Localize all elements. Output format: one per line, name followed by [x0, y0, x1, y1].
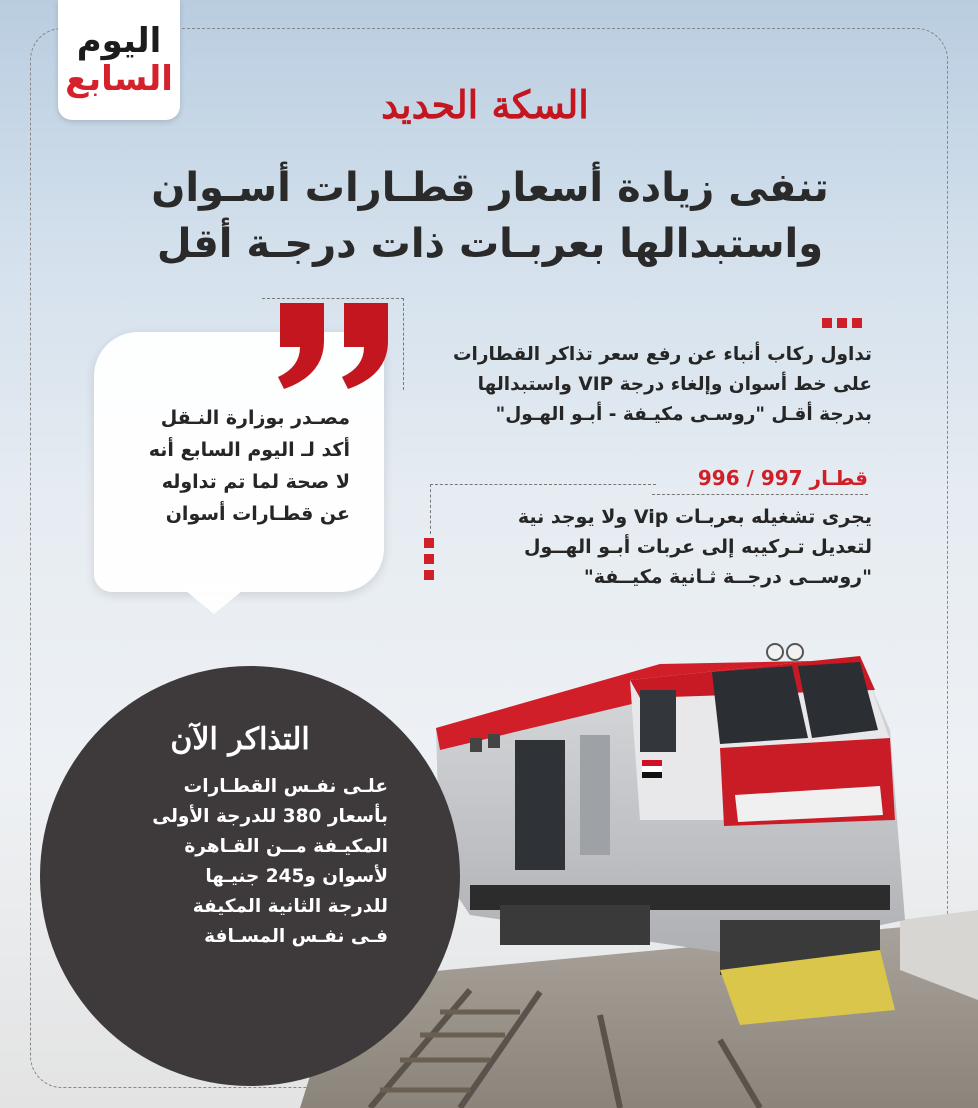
- windshield: [712, 666, 808, 744]
- quote-line: مصـدر بوزارة النـقل: [160, 407, 350, 429]
- tickets-line: المكيـفة مــن القـاهرة: [184, 836, 388, 857]
- tickets-line: فـى نفـس المسـافة: [204, 926, 388, 947]
- quote-line: عن قطـارات أسوان: [165, 503, 350, 525]
- quote-marks-frame: [262, 298, 404, 390]
- tickets-title: التذاكر الآن: [170, 722, 310, 757]
- section2-line: لتعديل تـركيبه إلى عربات أبـو الهــول: [524, 536, 872, 558]
- section2-line: يجرى تشغيله بعربـات Vip ولا يوجد نية: [517, 506, 872, 528]
- red-dots-icon: [822, 318, 862, 328]
- headline: [150, 160, 830, 272]
- section2-text: [448, 502, 872, 592]
- tickets-line: بأسعار 380 للدرجة الأولى: [152, 806, 388, 827]
- train-number-title: قطـار 997 / 996: [652, 466, 868, 495]
- tickets-line: لأسوان و245 جنيـها: [205, 866, 388, 887]
- headline-line-2: واستبدالها بعربـات ذات درجـة أقل: [156, 221, 824, 267]
- quote-bubble-tail: [180, 586, 248, 614]
- quote-line: لا صحة لما تم تداوله: [161, 471, 350, 493]
- section1-line: تداول ركاب أنباء عن رفع سعر تذاكر القطارات: [452, 344, 872, 365]
- logo-line-1: اليوم: [76, 21, 162, 61]
- logo-line-2: السابع: [65, 59, 173, 99]
- section2-line: "روســى درجــة ثـانية مكيــفة": [583, 566, 872, 588]
- youm7-logo: [58, 0, 180, 120]
- section1-text: [430, 340, 872, 430]
- tickets-line: للدرجة الثانية المكيفة: [192, 896, 388, 917]
- side-window: [640, 690, 676, 752]
- quote-text: [112, 402, 350, 530]
- red-dots-vertical-icon: [424, 538, 434, 580]
- tickets-line: علـى نفـس القطـارات: [183, 776, 388, 797]
- kicker-title: السكة الحديد: [381, 82, 589, 127]
- headline-line-1: تنفى زيادة أسعار قطـارات أسـوان: [151, 165, 829, 211]
- section1-line: على خط أسوان وإلغاء درجة VIP واستبدالها: [477, 374, 872, 395]
- tickets-text: [88, 772, 388, 952]
- egypt-flag: [642, 760, 662, 766]
- quote-mark-icon: [270, 299, 400, 391]
- quote-line: أكد لـ اليوم السابع أنه: [148, 439, 350, 461]
- section1-line: بدرجة أقـل "روسـى مكيـفة - أبـو الهـول": [495, 404, 872, 425]
